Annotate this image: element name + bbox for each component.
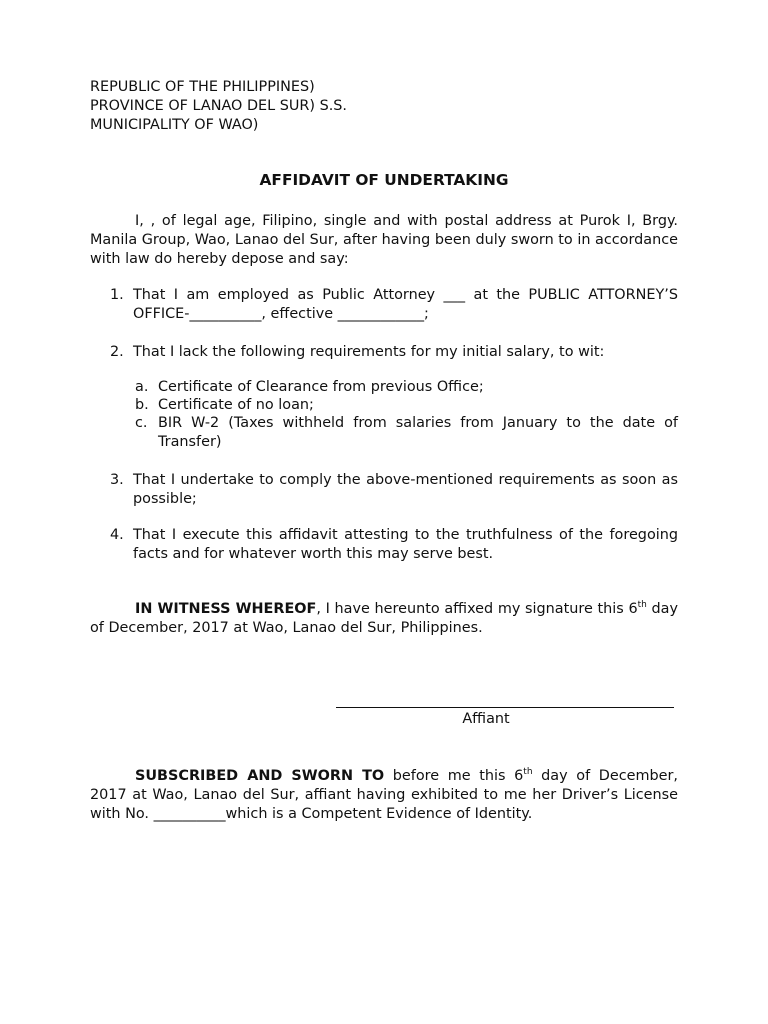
witness-text-before: , I have hereunto affixed my signature this 6 xyxy=(316,601,638,617)
requirement-letter: a. xyxy=(135,379,149,395)
signature-line xyxy=(336,693,674,708)
caption-province: PROVINCE OF LANAO DEL SUR) S.S. xyxy=(90,98,347,114)
item-number: 2. xyxy=(110,344,124,360)
item-text: That I execute this affidavit attesting to the truthfulness of the foregoing facts and for whatever worth this may serve best. xyxy=(133,527,678,562)
requirement-letter: c. xyxy=(135,415,148,431)
item-text: That I am employed as Public Attorney ___ at the PUBLIC ATTORNEY’S OFFICE-__________, effective ____________; xyxy=(133,287,678,322)
caption-municipality: MUNICIPALITY OF WAO) xyxy=(90,117,259,133)
requirement-text: Certificate of Clearance from previous Office; xyxy=(158,379,484,395)
witness-paragraph xyxy=(90,600,678,638)
list-item-4 xyxy=(110,526,678,564)
jurat-ordinal: th xyxy=(523,767,533,778)
item-number: 3. xyxy=(110,472,124,488)
affiant-label: Affiant xyxy=(462,711,510,727)
caption-republic: REPUBLIC OF THE PHILIPPINES) xyxy=(90,79,315,95)
list-item-3 xyxy=(110,471,678,509)
list-item-2 xyxy=(110,343,678,362)
requirement-c xyxy=(135,414,678,452)
requirement-letter: b. xyxy=(135,397,149,413)
jurat-paragraph xyxy=(90,767,678,824)
item-text: That I undertake to comply the above-mentioned requirements as soon as possible; xyxy=(133,472,678,507)
list-item-1 xyxy=(110,286,678,324)
item-text: That I lack the following requirements for my initial salary, to wit: xyxy=(133,344,605,360)
requirement-text: Certificate of no loan; xyxy=(158,397,314,413)
requirement-text: BIR W-2 (Taxes withheld from salaries from January to the date of Transfer) xyxy=(158,415,678,450)
item-number: 1. xyxy=(110,287,124,303)
document-title: AFFIDAVIT OF UNDERTAKING xyxy=(259,171,509,189)
witness-lead: IN WITNESS WHEREOF xyxy=(135,601,317,617)
venue-caption xyxy=(90,78,490,135)
witness-text-after: day of December, 2017 at Wao, Lanao del Sur, Philippines. xyxy=(90,601,678,636)
item-number: 4. xyxy=(110,527,124,543)
witness-ordinal: th xyxy=(637,600,647,611)
jurat-lead: SUBSCRIBED AND SWORN TO xyxy=(135,768,385,784)
jurat-text-after: day of December, 2017 at Wao, Lanao del Sur, affiant having exhibited to me her Driver’s License with No. __________which is a Competent Evidence of Identity. xyxy=(90,768,678,822)
requirement-b xyxy=(135,396,678,415)
jurat-text-before: before me this 6 xyxy=(384,768,524,784)
requirement-a xyxy=(135,378,678,397)
intro-paragraph: I, , of legal age, Filipino, single and with postal address at Purok I, Brgy. Manila Group, Wao, Lanao del Sur, after having been duly sworn to in accordance with law do hereby depose and say: xyxy=(90,213,678,267)
